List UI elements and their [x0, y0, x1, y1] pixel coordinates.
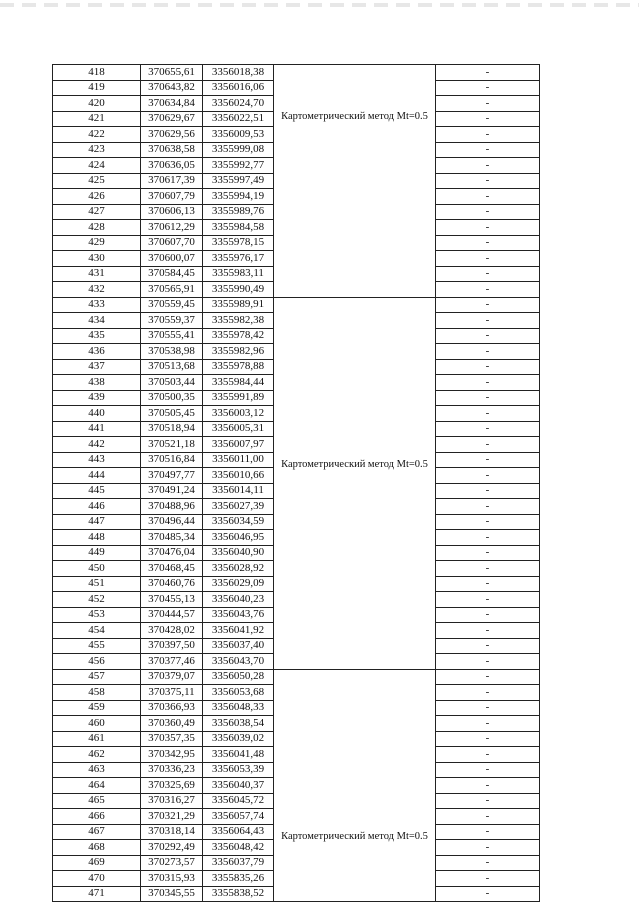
dash-cell: -: [436, 266, 540, 282]
y-coordinate-cell: 3355999,08: [203, 142, 274, 158]
y-coordinate-cell: 3356048,42: [203, 840, 274, 856]
dash-cell: -: [436, 111, 540, 127]
point-number-cell: 466: [53, 809, 141, 825]
y-coordinate-cell: 3356040,90: [203, 545, 274, 561]
y-coordinate-cell: 3355992,77: [203, 158, 274, 174]
point-number-cell: 452: [53, 592, 141, 608]
x-coordinate-cell: 370516,84: [141, 452, 203, 468]
dash-cell: -: [436, 623, 540, 639]
x-coordinate-cell: 370521,18: [141, 437, 203, 453]
dash-cell: -: [436, 514, 540, 530]
y-coordinate-cell: 3356043,76: [203, 607, 274, 623]
dash-cell: -: [436, 499, 540, 515]
dash-cell: -: [436, 747, 540, 763]
dash-cell: -: [436, 778, 540, 794]
coordinates-table: [52, 64, 540, 902]
y-coordinate-cell: 3355983,11: [203, 266, 274, 282]
dash-cell: -: [436, 762, 540, 778]
point-number-cell: 432: [53, 282, 141, 298]
table-row: [53, 65, 540, 81]
point-number-cell: 450: [53, 561, 141, 577]
point-number-cell: 439: [53, 390, 141, 406]
y-coordinate-cell: 3355989,76: [203, 204, 274, 220]
dash-cell: -: [436, 638, 540, 654]
dash-cell: -: [436, 127, 540, 143]
dash-cell: -: [436, 561, 540, 577]
point-number-cell: 421: [53, 111, 141, 127]
x-coordinate-cell: 370503,44: [141, 375, 203, 391]
x-coordinate-cell: 370273,57: [141, 855, 203, 871]
point-number-cell: 453: [53, 607, 141, 623]
y-coordinate-cell: 3355982,96: [203, 344, 274, 360]
method-cell: [274, 669, 436, 902]
x-coordinate-cell: 370634,84: [141, 96, 203, 112]
table-row: [53, 669, 540, 685]
point-number-cell: 434: [53, 313, 141, 329]
x-coordinate-cell: 370316,27: [141, 793, 203, 809]
dash-cell: -: [436, 452, 540, 468]
point-number-cell: 460: [53, 716, 141, 732]
y-coordinate-cell: 3356039,02: [203, 731, 274, 747]
dash-cell: -: [436, 189, 540, 205]
y-coordinate-cell: 3356057,74: [203, 809, 274, 825]
point-number-cell: 459: [53, 700, 141, 716]
dash-cell: -: [436, 886, 540, 902]
point-number-cell: 464: [53, 778, 141, 794]
dash-cell: -: [436, 375, 540, 391]
point-number-cell: 431: [53, 266, 141, 282]
dash-cell: -: [436, 483, 540, 499]
dash-cell: -: [436, 700, 540, 716]
y-coordinate-cell: 3356050,28: [203, 669, 274, 685]
x-coordinate-cell: 370638,58: [141, 142, 203, 158]
x-coordinate-cell: 370375,11: [141, 685, 203, 701]
y-coordinate-cell: 3356028,92: [203, 561, 274, 577]
y-coordinate-cell: 3356014,11: [203, 483, 274, 499]
y-coordinate-cell: 3356064,43: [203, 824, 274, 840]
y-coordinate-cell: 3356037,79: [203, 855, 274, 871]
dash-cell: -: [436, 65, 540, 81]
y-coordinate-cell: 3356053,39: [203, 762, 274, 778]
point-number-cell: 420: [53, 96, 141, 112]
x-coordinate-cell: 370460,76: [141, 576, 203, 592]
dash-cell: -: [436, 406, 540, 422]
dash-cell: -: [436, 421, 540, 437]
point-number-cell: 463: [53, 762, 141, 778]
x-coordinate-cell: 370612,29: [141, 220, 203, 236]
dash-cell: -: [436, 220, 540, 236]
y-coordinate-cell: 3356041,48: [203, 747, 274, 763]
dash-cell: -: [436, 142, 540, 158]
x-coordinate-cell: 370606,13: [141, 204, 203, 220]
dash-cell: -: [436, 437, 540, 453]
point-number-cell: 467: [53, 824, 141, 840]
point-number-cell: 426: [53, 189, 141, 205]
method-cell: [274, 297, 436, 669]
y-coordinate-cell: 3356011,00: [203, 452, 274, 468]
x-coordinate-cell: 370600,07: [141, 251, 203, 267]
point-number-cell: 470: [53, 871, 141, 887]
x-coordinate-cell: 370555,41: [141, 328, 203, 344]
y-coordinate-cell: 3355978,15: [203, 235, 274, 251]
dash-cell: -: [436, 793, 540, 809]
point-number-cell: 442: [53, 437, 141, 453]
y-coordinate-cell: 3355978,88: [203, 359, 274, 375]
x-coordinate-cell: 370318,14: [141, 824, 203, 840]
dash-cell: -: [436, 297, 540, 313]
x-coordinate-cell: 370428,02: [141, 623, 203, 639]
point-number-cell: 435: [53, 328, 141, 344]
y-coordinate-cell: 3355997,49: [203, 173, 274, 189]
y-coordinate-cell: 3355982,38: [203, 313, 274, 329]
y-coordinate-cell: 3356027,39: [203, 499, 274, 515]
y-coordinate-cell: 3356037,40: [203, 638, 274, 654]
point-number-cell: 457: [53, 669, 141, 685]
dash-cell: -: [436, 359, 540, 375]
point-number-cell: 454: [53, 623, 141, 639]
point-number-cell: 448: [53, 530, 141, 546]
point-number-cell: 446: [53, 499, 141, 515]
y-coordinate-cell: 3355976,17: [203, 251, 274, 267]
y-coordinate-cell: 3356005,31: [203, 421, 274, 437]
x-coordinate-cell: 370496,44: [141, 514, 203, 530]
x-coordinate-cell: 370357,35: [141, 731, 203, 747]
dash-cell: -: [436, 282, 540, 298]
dash-cell: -: [436, 173, 540, 189]
x-coordinate-cell: 370292,49: [141, 840, 203, 856]
dash-cell: -: [436, 576, 540, 592]
y-coordinate-cell: 3356009,53: [203, 127, 274, 143]
dash-cell: -: [436, 669, 540, 685]
y-coordinate-cell: 3355984,44: [203, 375, 274, 391]
point-number-cell: 451: [53, 576, 141, 592]
y-coordinate-cell: 3356029,09: [203, 576, 274, 592]
x-coordinate-cell: 370336,23: [141, 762, 203, 778]
point-number-cell: 418: [53, 65, 141, 81]
x-coordinate-cell: 370345,55: [141, 886, 203, 902]
point-number-cell: 419: [53, 80, 141, 96]
point-number-cell: 430: [53, 251, 141, 267]
x-coordinate-cell: 370468,45: [141, 561, 203, 577]
point-number-cell: 455: [53, 638, 141, 654]
x-coordinate-cell: 370636,05: [141, 158, 203, 174]
dash-cell: -: [436, 840, 540, 856]
x-coordinate-cell: 370538,98: [141, 344, 203, 360]
y-coordinate-cell: 3356053,68: [203, 685, 274, 701]
y-coordinate-cell: 3355978,42: [203, 328, 274, 344]
point-number-cell: 444: [53, 468, 141, 484]
point-number-cell: 465: [53, 793, 141, 809]
scan-artifact-top: [0, 3, 639, 7]
dash-cell: -: [436, 204, 540, 220]
point-number-cell: 462: [53, 747, 141, 763]
y-coordinate-cell: 3356022,51: [203, 111, 274, 127]
point-number-cell: 422: [53, 127, 141, 143]
y-coordinate-cell: 3356034,59: [203, 514, 274, 530]
y-coordinate-cell: 3356048,33: [203, 700, 274, 716]
point-number-cell: 443: [53, 452, 141, 468]
x-coordinate-cell: 370366,93: [141, 700, 203, 716]
y-coordinate-cell: 3356038,54: [203, 716, 274, 732]
x-coordinate-cell: 370491,24: [141, 483, 203, 499]
dash-cell: -: [436, 607, 540, 623]
dash-cell: -: [436, 468, 540, 484]
point-number-cell: 441: [53, 421, 141, 437]
x-coordinate-cell: 370505,45: [141, 406, 203, 422]
dash-cell: -: [436, 731, 540, 747]
dash-cell: -: [436, 235, 540, 251]
point-number-cell: 440: [53, 406, 141, 422]
x-coordinate-cell: 370397,50: [141, 638, 203, 654]
point-number-cell: 423: [53, 142, 141, 158]
point-number-cell: 468: [53, 840, 141, 856]
method-label: Картометрический метод Mt=0.5: [281, 110, 428, 122]
y-coordinate-cell: 3355991,89: [203, 390, 274, 406]
x-coordinate-cell: 370559,45: [141, 297, 203, 313]
method-label: Картометрический метод Mt=0.5: [281, 831, 428, 842]
dash-cell: -: [436, 328, 540, 344]
y-coordinate-cell: 3356010,66: [203, 468, 274, 484]
dash-cell: -: [436, 654, 540, 670]
point-number-cell: 433: [53, 297, 141, 313]
x-coordinate-cell: 370643,82: [141, 80, 203, 96]
x-coordinate-cell: 370513,68: [141, 359, 203, 375]
point-number-cell: 425: [53, 173, 141, 189]
y-coordinate-cell: 3356043,70: [203, 654, 274, 670]
dash-cell: -: [436, 530, 540, 546]
point-number-cell: 461: [53, 731, 141, 747]
x-coordinate-cell: 370629,67: [141, 111, 203, 127]
method-cell: [274, 65, 436, 298]
x-coordinate-cell: 370629,56: [141, 127, 203, 143]
y-coordinate-cell: 3356041,92: [203, 623, 274, 639]
dash-cell: -: [436, 855, 540, 871]
y-coordinate-cell: 3356045,72: [203, 793, 274, 809]
x-coordinate-cell: 370565,91: [141, 282, 203, 298]
x-coordinate-cell: 370500,35: [141, 390, 203, 406]
x-coordinate-cell: 370377,46: [141, 654, 203, 670]
x-coordinate-cell: 370379,07: [141, 669, 203, 685]
dash-cell: -: [436, 824, 540, 840]
x-coordinate-cell: 370559,37: [141, 313, 203, 329]
y-coordinate-cell: 3355835,26: [203, 871, 274, 887]
x-coordinate-cell: 370655,61: [141, 65, 203, 81]
y-coordinate-cell: 3356040,23: [203, 592, 274, 608]
point-number-cell: 436: [53, 344, 141, 360]
x-coordinate-cell: 370360,49: [141, 716, 203, 732]
point-number-cell: 427: [53, 204, 141, 220]
x-coordinate-cell: 370476,04: [141, 545, 203, 561]
point-number-cell: 428: [53, 220, 141, 236]
point-number-cell: 449: [53, 545, 141, 561]
y-coordinate-cell: 3355990,49: [203, 282, 274, 298]
y-coordinate-cell: 3356024,70: [203, 96, 274, 112]
y-coordinate-cell: 3355989,91: [203, 297, 274, 313]
dash-cell: -: [436, 80, 540, 96]
dash-cell: -: [436, 545, 540, 561]
x-coordinate-cell: 370518,94: [141, 421, 203, 437]
x-coordinate-cell: 370607,70: [141, 235, 203, 251]
point-number-cell: 445: [53, 483, 141, 499]
x-coordinate-cell: 370321,29: [141, 809, 203, 825]
y-coordinate-cell: 3355994,19: [203, 189, 274, 205]
point-number-cell: 456: [53, 654, 141, 670]
point-number-cell: 437: [53, 359, 141, 375]
table-row: [53, 297, 540, 313]
coordinates-table-body: [53, 65, 540, 902]
point-number-cell: 447: [53, 514, 141, 530]
point-number-cell: 458: [53, 685, 141, 701]
x-coordinate-cell: 370584,45: [141, 266, 203, 282]
x-coordinate-cell: 370497,77: [141, 468, 203, 484]
y-coordinate-cell: 3356007,97: [203, 437, 274, 453]
point-number-cell: 471: [53, 886, 141, 902]
y-coordinate-cell: 3356003,12: [203, 406, 274, 422]
dash-cell: -: [436, 809, 540, 825]
x-coordinate-cell: 370444,57: [141, 607, 203, 623]
point-number-cell: 469: [53, 855, 141, 871]
x-coordinate-cell: 370488,96: [141, 499, 203, 515]
x-coordinate-cell: 370315,93: [141, 871, 203, 887]
dash-cell: -: [436, 871, 540, 887]
dash-cell: -: [436, 158, 540, 174]
x-coordinate-cell: 370485,34: [141, 530, 203, 546]
point-number-cell: 429: [53, 235, 141, 251]
point-number-cell: 438: [53, 375, 141, 391]
dash-cell: -: [436, 251, 540, 267]
x-coordinate-cell: 370342,95: [141, 747, 203, 763]
x-coordinate-cell: 370325,69: [141, 778, 203, 794]
x-coordinate-cell: 370455,13: [141, 592, 203, 608]
dash-cell: -: [436, 716, 540, 732]
dash-cell: -: [436, 96, 540, 112]
y-coordinate-cell: 3356016,06: [203, 80, 274, 96]
y-coordinate-cell: 3356046,95: [203, 530, 274, 546]
dash-cell: -: [436, 685, 540, 701]
y-coordinate-cell: 3355838,52: [203, 886, 274, 902]
dash-cell: -: [436, 344, 540, 360]
y-coordinate-cell: 3356018,38: [203, 65, 274, 81]
dash-cell: -: [436, 313, 540, 329]
y-coordinate-cell: 3355984,58: [203, 220, 274, 236]
x-coordinate-cell: 370607,79: [141, 189, 203, 205]
point-number-cell: 424: [53, 158, 141, 174]
x-coordinate-cell: 370617,39: [141, 173, 203, 189]
dash-cell: -: [436, 390, 540, 406]
y-coordinate-cell: 3356040,37: [203, 778, 274, 794]
dash-cell: -: [436, 592, 540, 608]
method-label: Картометрический метод Mt=0.5: [281, 459, 428, 470]
